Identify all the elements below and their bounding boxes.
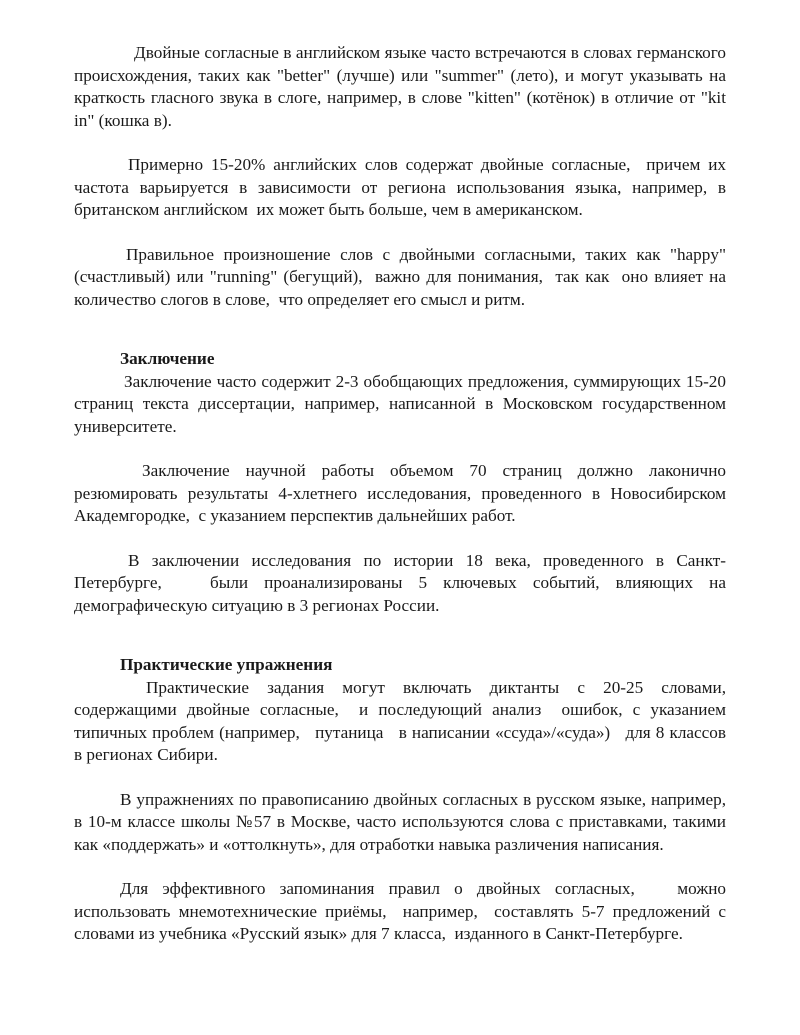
heading-exercises: Практические упражнения <box>120 655 333 674</box>
paragraph-conclusion-1: Заключение часто содержит 2-3 обобщающих предложения, суммирующих 15-20 страниц текста диссертации, например, написанной в Московском государственном университете. <box>74 371 731 436</box>
paragraph-intro-1: Двойные согласные в английском языке часто встречаются в словах германского происхождения, таких как "better" (лучше) или "summer" (лето), и могут указывать на краткость гласного звука в слоге, например, в слове "kitten" (котёнок) в отличие от "kit in" (кошка в). <box>74 43 731 130</box>
paragraph-conclusion-2: Заключение научной работы объемом 70 страниц должно лаконично резюмировать результаты 4-хлетнего исследования, проведенного в Новосибирском Академгородке, с указанием перспектив дальнейших работ. <box>74 461 731 525</box>
heading-conclusion: Заключение <box>120 349 215 368</box>
paragraph-conclusion-3: В заключении исследования по истории 18 века, проведенного в Санкт-Петербурге, были проанализированы 5 ключевых событий, влияющих на демографическую ситуацию в 3 регионах России. <box>74 550 731 615</box>
paragraph-exercises-1: Практические задания могут включать диктанты с 20-25 словами, содержащими двойные согласные, и последующий анализ ошибок, с указанием типичных проблем (например, путаница в написании «ссуда»/«суда») для 8 классов в регионах Сибири. <box>74 677 735 764</box>
paragraph-exercises-2: В упражнениях по правописанию двойных согласных в русском языке, например, в 10-м классе школы №57 в Москве, часто используются слова с приставками, такими как «поддержать» и «оттолкнуть», для отработки навыка различения написания. <box>74 789 731 854</box>
paragraph-intro-2: Примерно 15-20% английских слов содержат двойные согласные, причем их частота варьируется в зависимости от региона использования языка, например, в британском английском их может быть больше, чем в американском. <box>74 155 731 219</box>
document-page <box>74 42 735 946</box>
paragraph-intro-3: Правильное произношение слов с двойными согласными, таких как "happy" (счастливый) или "running" (бегущий), важно для понимания, так как оно влияет на количество слогов в слове, что определяет его смысл и ритм. <box>74 244 731 309</box>
paragraph-exercises-3: Для эффективного запоминания правил о двойных согласных, можно использовать мнемотехнические приёмы, например, составлять 5-7 предложений с словами из учебника «Русский язык» для 7 класса, изданного в Санкт-Петербурге. <box>74 879 731 943</box>
